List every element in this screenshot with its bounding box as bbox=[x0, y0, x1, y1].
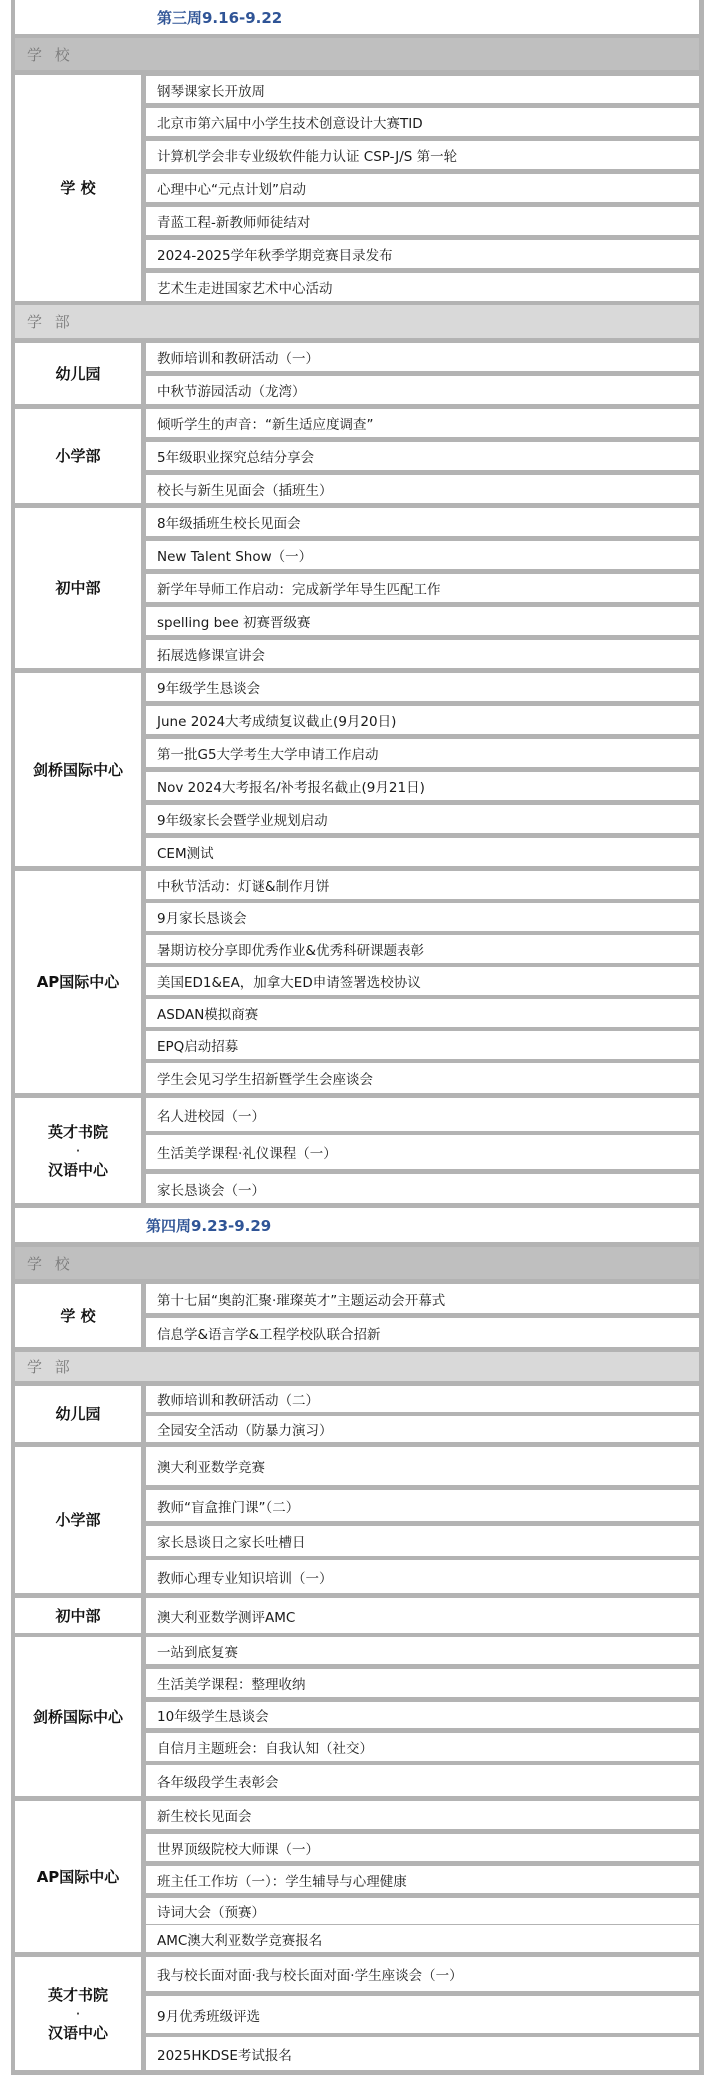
event-item bbox=[146, 1526, 699, 1556]
event-text: CEM测试 bbox=[157, 846, 214, 862]
event-text: 校长与新生见面会（插班生） bbox=[157, 483, 333, 499]
event-text: 9月家长恳谈会 bbox=[157, 911, 247, 927]
event-item bbox=[146, 376, 699, 404]
group-label-text: AP国际中心 bbox=[36, 973, 120, 991]
group-label-text: 幼儿园 bbox=[55, 1405, 101, 1423]
event-text: 信息学&语言学&工程学校队联合招新 bbox=[157, 1326, 381, 1343]
event-text: 9年级家长会暨学业规划启动 bbox=[157, 813, 328, 829]
event-text: Nov 2024大考报名/补考报名截止(9月21日) bbox=[157, 780, 425, 796]
group-label-text: 小学部 bbox=[55, 447, 101, 465]
event-item bbox=[146, 1669, 699, 1697]
event-item bbox=[146, 673, 699, 701]
event-item bbox=[146, 1925, 699, 1952]
event-text: 青蓝工程-新教师师徒结对 bbox=[157, 215, 311, 231]
event-item bbox=[146, 76, 699, 103]
event-text: AMC澳大利亚数学竞赛报名 bbox=[157, 1932, 323, 1949]
event-item bbox=[146, 772, 699, 800]
event-item bbox=[146, 2037, 699, 2070]
event-text: 新生校长见面会 bbox=[157, 1809, 252, 1825]
group-label-text: 学 校 bbox=[60, 1306, 96, 1325]
event-text: EPQ启动招募 bbox=[157, 1039, 239, 1055]
category-header-label: 学 部 bbox=[27, 1358, 74, 1376]
event-text: 2025HKDSE考试报名 bbox=[157, 2047, 292, 2064]
event-item bbox=[146, 574, 699, 602]
event-text: 自信月主题班会：自我认知（社交） bbox=[157, 1741, 373, 1757]
event-item bbox=[146, 935, 699, 963]
event-text: 教师培训和教研活动（一） bbox=[157, 351, 319, 367]
group-label-line1: 英才书院 bbox=[47, 1985, 108, 2004]
event-text: 生活美学课程·礼仪课程（一） bbox=[157, 1146, 337, 1162]
event-item bbox=[146, 442, 699, 470]
group-label-text: 初中部 bbox=[55, 1606, 101, 1625]
group-label bbox=[15, 1598, 141, 1633]
event-text: 钢琴课家长开放周 bbox=[157, 83, 265, 100]
event-item bbox=[146, 475, 699, 503]
event-text: 学生会见习学生招新暨学生会座谈会 bbox=[157, 1072, 373, 1088]
event-text: 教师培训和教研活动（二） bbox=[157, 1393, 319, 1409]
event-item bbox=[146, 174, 699, 202]
event-item bbox=[146, 999, 699, 1027]
event-text: 新学年导师工作启动：完成新学年导生匹配工作 bbox=[157, 582, 441, 598]
event-text: 诗词大会（预赛） bbox=[157, 1905, 265, 1921]
event-item bbox=[146, 871, 699, 899]
event-item bbox=[146, 409, 699, 437]
event-text: 中秋节活动：灯谜&制作月饼 bbox=[157, 879, 330, 895]
event-item bbox=[146, 1702, 699, 1728]
group-label-line1: 英才书院 bbox=[47, 1122, 108, 1141]
event-text: 教师心理专业知识培训（一） bbox=[157, 1570, 333, 1587]
event-text: 第十七届“奥韵汇聚·璀璨英才”主题运动会开幕式 bbox=[157, 1292, 446, 1309]
group-label-text: 幼儿园 bbox=[55, 364, 101, 383]
event-item bbox=[146, 1447, 699, 1485]
group-label-text: AP国际中心 bbox=[36, 1867, 120, 1886]
week-title-text: 第四周9.23-9.29 bbox=[146, 1216, 272, 1235]
event-item bbox=[146, 739, 699, 767]
event-text: 2024-2025学年秋季学期竞赛目录发布 bbox=[157, 248, 393, 264]
event-item bbox=[146, 1733, 699, 1761]
group-label bbox=[15, 1284, 141, 1347]
group-label bbox=[15, 409, 141, 503]
group-label-line2: 汉语中心 bbox=[47, 2023, 108, 2042]
event-text: 中秋节游园活动（龙湾） bbox=[157, 384, 306, 400]
event-text: 暑期访校分享即优秀作业&优秀科研课题表彰 bbox=[157, 943, 425, 959]
event-item bbox=[146, 1898, 699, 1924]
group-label-text: 初中部 bbox=[55, 579, 101, 597]
event-item bbox=[146, 1063, 699, 1093]
event-item bbox=[146, 1318, 699, 1347]
category-header-label: 学 部 bbox=[27, 313, 74, 331]
category-header-dept bbox=[15, 305, 699, 338]
group-label-dot: · bbox=[75, 2004, 81, 2023]
event-text: June 2024大考成绩复议截止(9月20日) bbox=[157, 714, 397, 730]
category-header-school bbox=[15, 1247, 699, 1279]
event-item bbox=[146, 1098, 699, 1131]
event-text: 澳大利亚数学测评AMC bbox=[157, 1609, 296, 1626]
group-label bbox=[15, 871, 141, 1093]
group-label bbox=[15, 673, 141, 866]
event-item bbox=[146, 903, 699, 931]
event-item bbox=[146, 967, 699, 995]
group-label bbox=[15, 75, 141, 301]
event-item bbox=[146, 1284, 699, 1313]
event-text: 9年级学生恳谈会 bbox=[157, 681, 261, 697]
event-text: 倾听学生的声音：“新生适应度调查” bbox=[157, 417, 374, 433]
event-text: 北京市第六届中小学生技术创意设计大赛TID bbox=[157, 116, 423, 132]
event-text: spelling bee 初赛晋级赛 bbox=[157, 615, 311, 631]
event-item bbox=[146, 805, 699, 833]
event-item bbox=[146, 607, 699, 635]
group-label-text: 学 校 bbox=[60, 179, 96, 197]
group-label-text: 小学部 bbox=[55, 1511, 101, 1529]
event-item bbox=[146, 240, 699, 268]
event-item bbox=[146, 108, 699, 136]
category-header-dept bbox=[15, 1352, 699, 1381]
event-item bbox=[146, 1560, 699, 1593]
event-text: 教师“盲盒推门课”（二） bbox=[157, 1499, 300, 1516]
group-label bbox=[15, 1386, 141, 1442]
event-item bbox=[146, 343, 699, 371]
group-label-text: 剑桥国际中心 bbox=[32, 1707, 123, 1726]
group-label bbox=[15, 1637, 141, 1796]
event-item bbox=[146, 1386, 699, 1412]
event-item bbox=[146, 141, 699, 169]
event-item bbox=[146, 1996, 699, 2033]
event-text: 8年级插班生校长见面会 bbox=[157, 516, 301, 532]
event-item bbox=[146, 706, 699, 734]
event-text: 名人进校园（一） bbox=[157, 1108, 265, 1125]
event-item bbox=[146, 1866, 699, 1893]
event-item bbox=[146, 508, 699, 536]
event-text: 计算机学会非专业级软件能力认证 CSP-J/S 第一轮 bbox=[157, 149, 458, 165]
event-item bbox=[146, 1834, 699, 1861]
group-label bbox=[15, 1957, 141, 2070]
event-text: 心理中心“元点计划”启动 bbox=[157, 182, 306, 198]
group-label bbox=[15, 1801, 141, 1952]
event-item bbox=[146, 1957, 699, 1991]
event-text: New Talent Show（一） bbox=[157, 549, 313, 565]
event-text: 生活美学课程：整理收纳 bbox=[157, 1677, 306, 1693]
event-item bbox=[146, 541, 699, 569]
event-item bbox=[146, 1135, 699, 1169]
event-text: 世界顶级院校大师课（一） bbox=[157, 1841, 319, 1858]
event-text: 各年级段学生表彰会 bbox=[157, 1774, 279, 1791]
group-label bbox=[15, 508, 141, 668]
event-item bbox=[146, 640, 699, 668]
calendar-table bbox=[11, 0, 704, 2075]
group-label bbox=[15, 343, 141, 404]
event-text: 澳大利亚数学竞赛 bbox=[157, 1460, 265, 1476]
group-label-text: 剑桥国际中心 bbox=[32, 760, 123, 779]
event-text: 9月优秀班级评选 bbox=[157, 2008, 261, 2025]
week-title bbox=[15, 1208, 699, 1242]
event-item bbox=[146, 1416, 699, 1442]
event-text: 拓展选修课宣讲会 bbox=[157, 648, 265, 664]
event-text: 第一批G5大学考生大学申请工作启动 bbox=[157, 747, 379, 763]
group-label-dot: · bbox=[75, 1141, 81, 1160]
event-text: 5年级职业探究总结分享会 bbox=[157, 450, 315, 466]
event-text: ASDAN模拟商赛 bbox=[157, 1007, 259, 1023]
event-item bbox=[146, 838, 699, 866]
event-item bbox=[146, 1031, 699, 1059]
group-label-line2: 汉语中心 bbox=[47, 1160, 108, 1179]
event-text: 一站到底复赛 bbox=[157, 1644, 238, 1661]
event-item bbox=[146, 1598, 699, 1633]
event-text: 家长恳谈日之家长吐槽日 bbox=[157, 1535, 306, 1551]
group-label bbox=[15, 1098, 141, 1203]
category-header-label: 学 校 bbox=[27, 45, 74, 64]
event-text: 10年级学生恳谈会 bbox=[157, 1709, 269, 1725]
event-text: 艺术生走进国家艺术中心活动 bbox=[157, 281, 333, 297]
event-text: 班主任工作坊（一）：学生辅导与心理健康 bbox=[157, 1873, 407, 1890]
event-item bbox=[146, 207, 699, 235]
group-label bbox=[15, 1447, 141, 1593]
event-item bbox=[146, 1490, 699, 1521]
event-item bbox=[146, 1765, 699, 1796]
category-header-school bbox=[15, 38, 699, 70]
event-text: 家长恳谈会（一） bbox=[157, 1182, 265, 1199]
event-item bbox=[146, 273, 699, 301]
event-item bbox=[146, 1801, 699, 1829]
week-title bbox=[15, 0, 699, 34]
event-text: 美国ED1&EA，加拿大ED申请签署选校协议 bbox=[157, 975, 421, 991]
week-title-text: 第三周9.16-9.22 bbox=[157, 8, 283, 27]
category-header-label: 学 校 bbox=[27, 1254, 74, 1273]
event-item bbox=[146, 1174, 699, 1203]
event-text: 我与校长面对面·我与校长面对面·学生座谈会（一） bbox=[157, 1968, 463, 1984]
event-text: 全园安全活动（防暴力演习） bbox=[157, 1423, 333, 1439]
event-item bbox=[146, 1637, 699, 1664]
